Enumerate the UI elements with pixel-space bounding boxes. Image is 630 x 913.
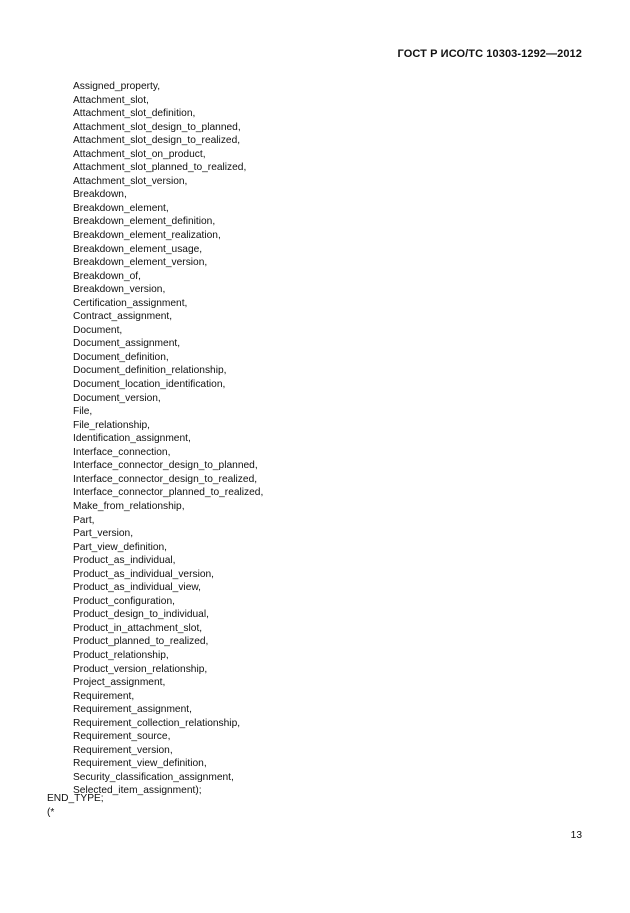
list-item: Part_view_definition,: [73, 541, 168, 553]
list-item: Requirement_assignment,: [73, 704, 192, 716]
list-item: Document_definition_relationship,: [73, 365, 227, 377]
list-item: Interface_connector_planned_to_realized,: [73, 487, 264, 499]
list-item: Attachment_slot,: [73, 94, 149, 106]
list-item: Breakdown_element,: [73, 202, 169, 214]
end-type-keyword: END_TYPE;: [47, 793, 104, 804]
list-item: Breakdown_element_version,: [73, 257, 208, 269]
list-item: Document_definition,: [73, 351, 169, 363]
list-item: Contract_assignment,: [73, 311, 173, 323]
list-item: Product_as_individual,: [73, 555, 176, 567]
list-item: Requirement_source,: [73, 731, 171, 743]
list-item: Interface_connection,: [73, 446, 171, 458]
list-item: Document_version,: [73, 392, 161, 404]
comment-open-marker: (*: [47, 807, 55, 818]
list-item: Requirement_version,: [73, 744, 173, 756]
list-item: Document,: [73, 324, 123, 336]
list-item: Identification_assignment,: [73, 433, 191, 445]
list-item: Product_in_attachment_slot,: [73, 622, 203, 634]
list-item: Requirement_collection_relationship,: [73, 717, 241, 729]
list-item: Product_relationship,: [73, 649, 169, 661]
list-item: Attachment_slot_on_product,: [73, 148, 206, 160]
list-item: Breakdown_version,: [73, 284, 166, 296]
list-item: Breakdown,: [73, 189, 127, 201]
list-item: Assigned_property,: [73, 81, 161, 92]
list-item: Attachment_slot_version,: [73, 175, 188, 187]
list-item: Attachment_slot_design_to_planned,: [73, 121, 241, 133]
list-item: Requirement,: [73, 690, 135, 702]
list-item: Part,: [73, 514, 95, 526]
list-item: Breakdown_element_usage,: [73, 243, 203, 255]
list-item: Document_assignment,: [73, 338, 181, 350]
list-item: Product_configuration,: [73, 595, 175, 607]
list-item: Breakdown_element_realization,: [73, 230, 221, 242]
page-number: 13: [570, 830, 582, 841]
list-item: Requirement_view_definition,: [73, 758, 207, 770]
list-item: Attachment_slot_definition,: [73, 108, 196, 120]
list-item: Selected_item_assignment);: [73, 785, 202, 797]
list-item: Product_design_to_individual,: [73, 609, 209, 621]
list-item: Security_classification_assignment,: [73, 771, 234, 783]
list-item: File,: [73, 406, 93, 418]
list-item: Breakdown_of,: [73, 270, 141, 282]
list-item: Breakdown_element_definition,: [73, 216, 216, 228]
list-item: Product_planned_to_realized,: [73, 636, 209, 648]
list-item: Part_version,: [73, 528, 134, 540]
list-item: Attachment_slot_design_to_realized,: [73, 135, 241, 147]
list-item: Interface_connector_design_to_realized,: [73, 473, 258, 485]
list-item: Make_from_relationship,: [73, 500, 185, 512]
list-item: Project_assignment,: [73, 677, 166, 689]
list-item: File_relationship,: [73, 419, 151, 431]
select-type-item-list: [73, 80, 263, 798]
list-item: Certification_assignment,: [73, 297, 188, 309]
list-item: Product_as_individual_version,: [73, 568, 215, 580]
page-header: ГОСТ Р ИСО/ТС 10303-1292—2012: [397, 48, 582, 60]
list-item: Attachment_slot_planned_to_realized,: [73, 162, 247, 174]
list-item: Document_location_identification,: [73, 379, 226, 391]
list-item: Product_version_relationship,: [73, 663, 208, 675]
list-item: Product_as_individual_view,: [73, 582, 201, 594]
list-item: Interface_connector_design_to_planned,: [73, 460, 258, 472]
